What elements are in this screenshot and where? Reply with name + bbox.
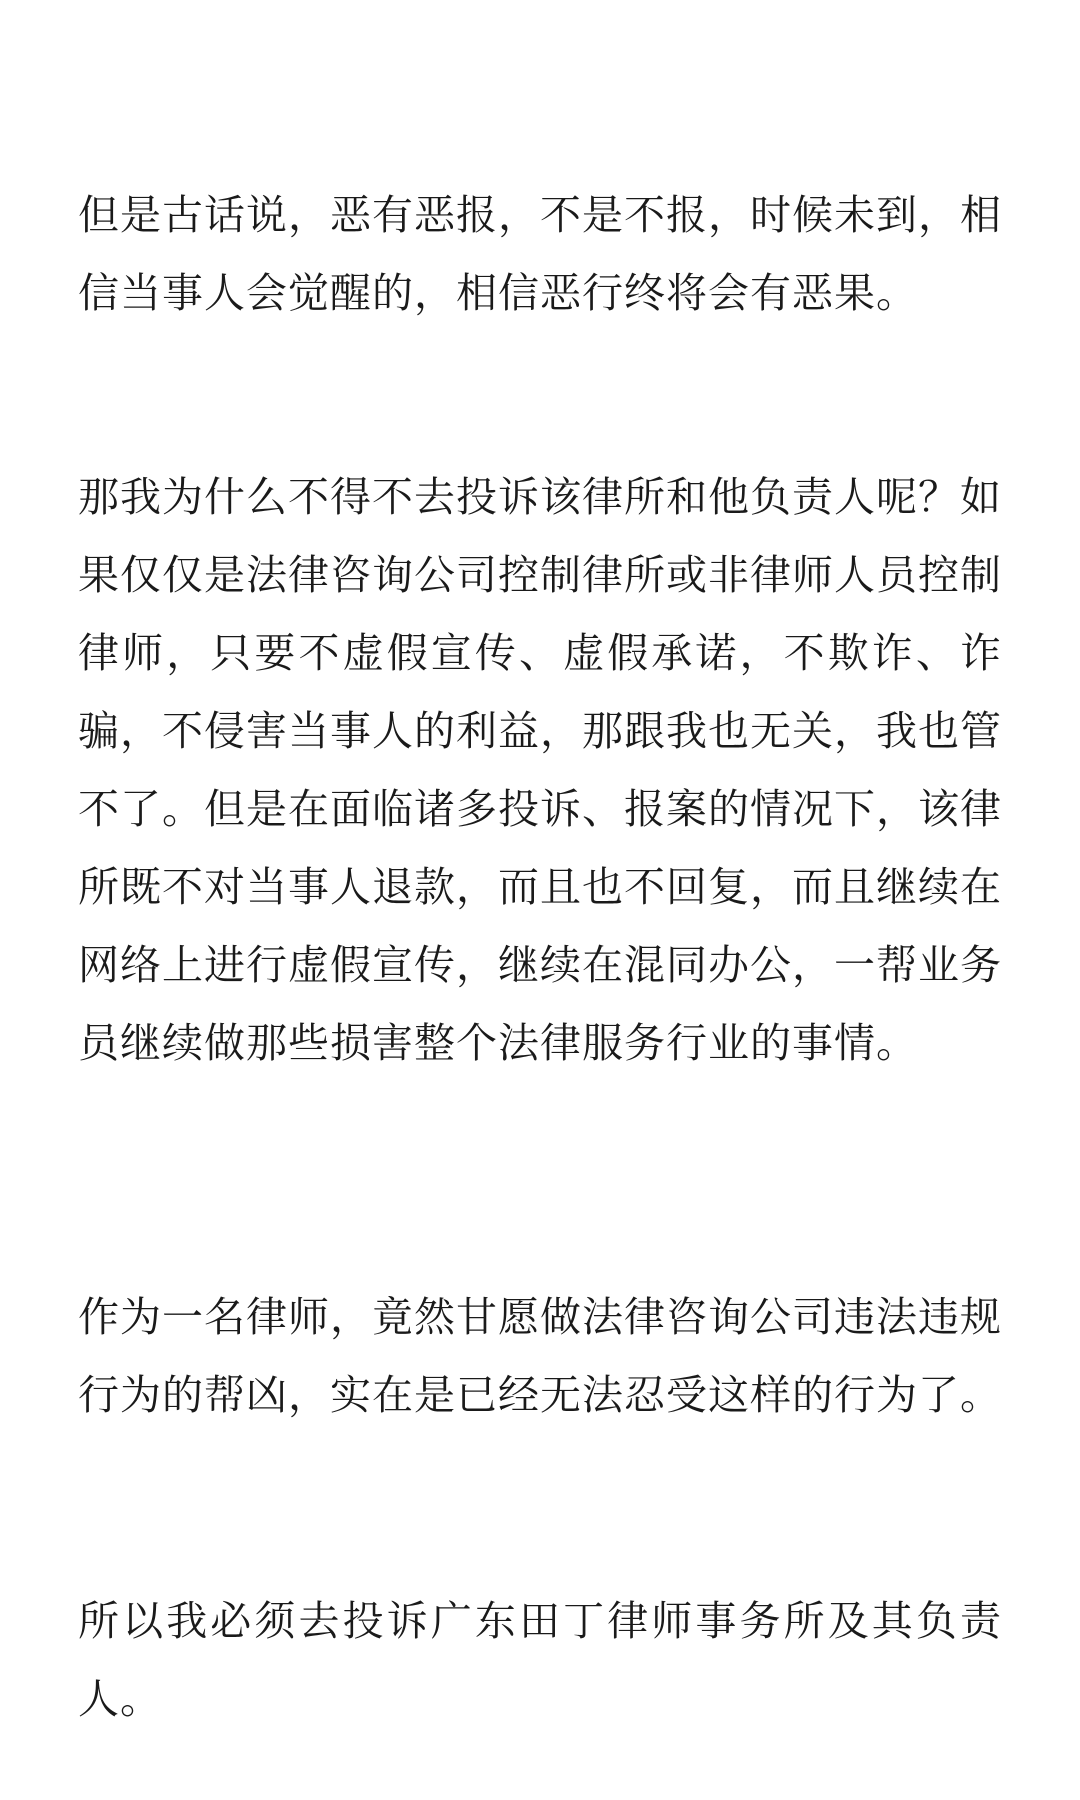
paragraph-4: 所以我必须去投诉广东田丁律师事务所及其负责人。 xyxy=(78,1597,1002,1723)
paragraph-3: 作为一名律师，竟然甘愿做法律咨询公司违法违规行为的帮凶，实在是已经无法忍受这样的行为了。 xyxy=(78,1293,1002,1419)
paragraph-2: 那我为什么不得不去投诉该律所和他负责人呢？如果仅仅是法律咨询公司控制律所或非律师人员控制律师，只要不虚假宣传、虚假承诺，不欺诈、诈骗，不侵害当事人的利益，那跟我也无关，我也管不了。但是在面临诸多投诉、报案的情况下，该律所既不对当事人退款，而且也不回复，而且继续在网络上进行虚假宣传，继续在混同办公，一帮业务员继续做那些损害整个法律服务行业的事情。 xyxy=(78,473,1002,1067)
paragraph-1: 但是古话说，恶有恶报，不是不报，时候未到，相信当事人会觉醒的，相信恶行终将会有恶果。 xyxy=(78,191,1002,317)
